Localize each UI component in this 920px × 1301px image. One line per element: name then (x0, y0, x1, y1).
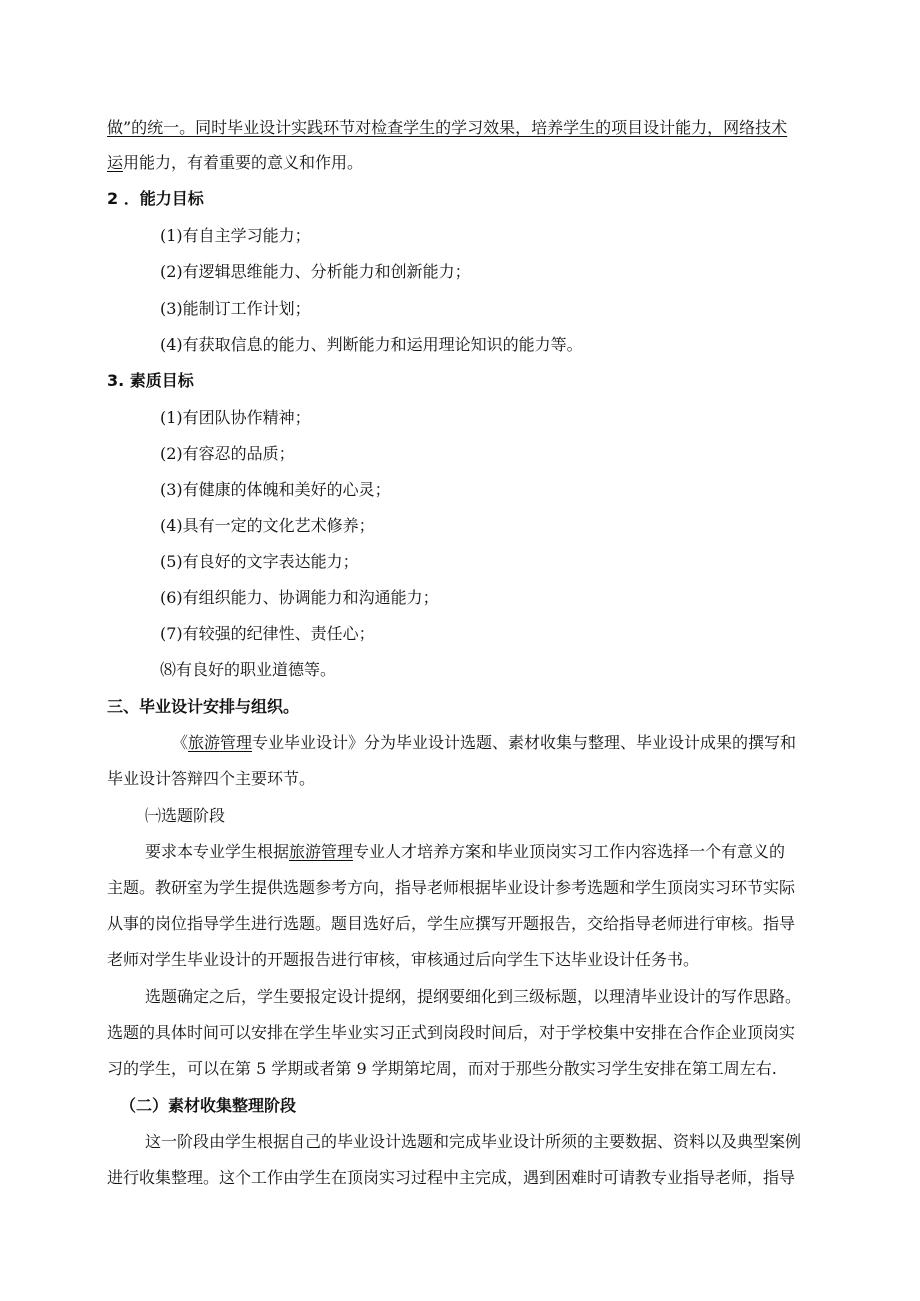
ability-item: (4)有获取信息的能力、判断能力和运用理论知识的能力等。 (160, 335, 583, 354)
intro-line-1: 做”的统一。同时毕业设计实践环节对检查学生的学习效果，培养学生的项目设计能力，网络技术 (107, 118, 788, 137)
section-heading: 三、毕业设计安排与组织。 (107, 697, 300, 716)
quality-heading: 3. 素质目标 (107, 371, 194, 390)
ability-item: (1)有自主学习能力； (160, 226, 311, 245)
stage-paragraph-line: 从事的岗位指导学生进行选题。题目选好后，学生应撰写开题报告，交给指导老师进行审核。指导 (107, 914, 796, 933)
quality-item: (6)有组织能力、协调能力和沟通能力； (160, 588, 439, 607)
stage-paragraph-line: 要求本专业学生根据旅游管理专业人才培养方案和毕业顶岗实习工作内容选择一个有意义的 (145, 842, 786, 861)
stage-paragraph-line: 选题的具体时间可以安排在学生毕业实习正式到岗段时间后，对于学校集中安排在合作企业顶岗实 (107, 1023, 796, 1042)
stage-heading: ㈠选题阶段 (145, 806, 226, 825)
section-paragraph-line: 毕业设计答辩四个主要环节。 (107, 769, 316, 788)
stage-heading: （二）素材收集整理阶段 (120, 1096, 297, 1115)
section-paragraph-line: 《旅游管理专业毕业设计》分为毕业设计选题、素材收集与整理、毕业设计成果的撰写和 (172, 733, 797, 752)
quality-item: (7)有较强的纪律性、责任心； (160, 624, 375, 643)
stage-paragraph-line: 这一阶段由学生根据自己的毕业设计选题和完成毕业设计所须的主要数据、资料以及典型案例 (145, 1132, 802, 1151)
quality-item: (3)有健康的体魄和美好的心灵； (160, 480, 391, 499)
stage-paragraph-line: 进行收集整理。这个工作由学生在顶岗实习过程中主完成，遇到困难时可请教专业指导老师，指导 (107, 1168, 796, 1187)
ability-item: (2)有逻辑思维能力、分析能力和创新能力； (160, 262, 471, 281)
quality-item: (1)有团队协作精神； (160, 408, 311, 427)
quality-item: (5)有良好的文字表达能力； (160, 552, 359, 571)
stage-paragraph-line: 老师对学生毕业设计的开题报告进行审核，审核通过后向学生下达毕业设计任务书。 (107, 950, 700, 969)
ability-item: (3)能制订工作计划； (160, 299, 311, 318)
stage-paragraph-line: 主题。教研室为学生提供选题参考方向，指导老师根据毕业设计参考选题和学生顶岗实习环节实际 (107, 878, 796, 897)
stage-paragraph-line: 选题确定之后，学生要报定设计提纲，提纲要细化到三级标题，以理清毕业设计的写作思路。 (145, 987, 802, 1006)
intro-line-2: 运用能力，有着重要的意义和作用。 (107, 153, 364, 172)
stage-paragraph-line: 习的学生，可以在第 5 学期或者第 9 学期第坨周，而对于那些分散实习学生安排在第工周左右. (107, 1059, 777, 1078)
quality-item: (4)具有一定的文化艺术修养； (160, 516, 375, 535)
ability-heading: 2 ．能力目标 (107, 189, 204, 208)
quality-item: ⑻有良好的职业道德等。 (160, 660, 337, 679)
quality-item: (2)有容忍的品质； (160, 444, 295, 463)
